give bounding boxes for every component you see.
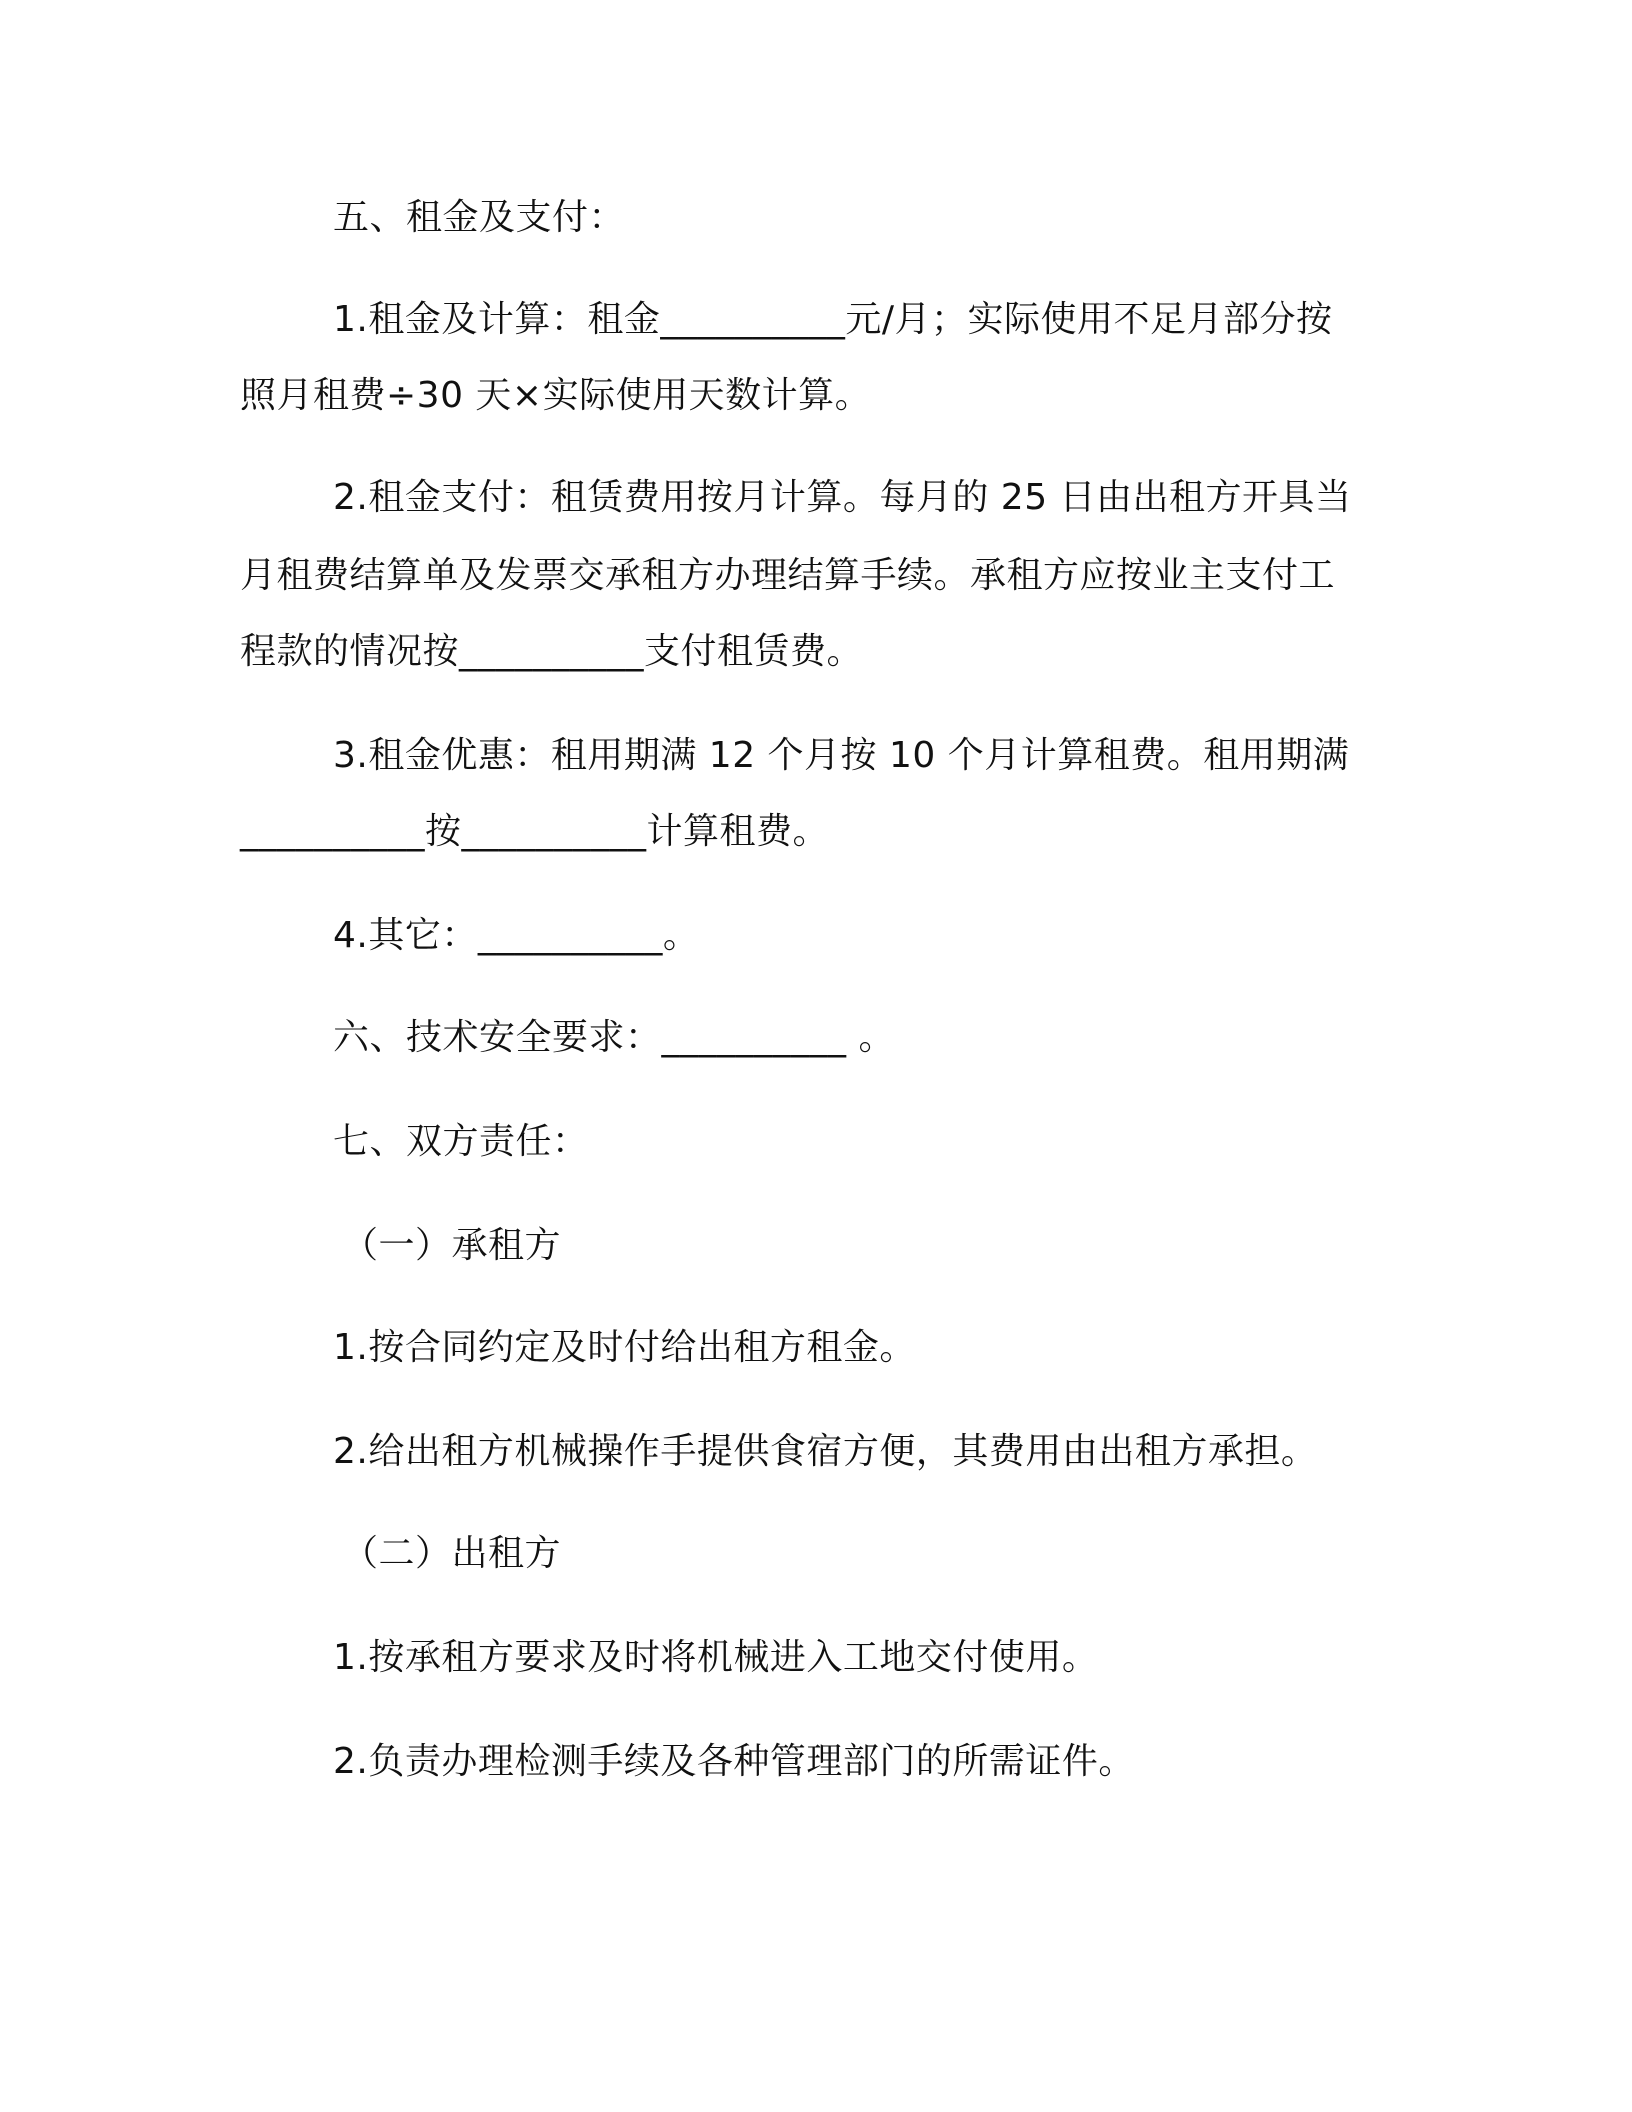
section5-heading: 五、租金及支付：: [333, 197, 626, 238]
lessee-item2: 2.给出租方机械操作手提供食宿方便，其费用由出租方承担。: [333, 1431, 1318, 1472]
lessee-item1: 1.按合同约定及时付给出租方租金。: [333, 1327, 916, 1368]
rent-calc-line2: 照月租费÷30 天×实际使用天数计算。: [240, 375, 872, 416]
rent-calc-line1: 1.租金及计算：租金__________元/月；实际使用不足月部分按: [333, 299, 1333, 340]
lessee-subheading: （一）承租方: [342, 1225, 562, 1266]
section7-heading: 七、双方责任：: [333, 1121, 589, 1162]
rent-discount-line1: 3.租金优惠：租用期满 12 个月按 10 个月计算租费。租用期满: [333, 735, 1350, 776]
lessor-item2: 2.负责办理检测手续及各种管理部门的所需证件。: [333, 1741, 1135, 1782]
rent-payment-line1: 2.租金支付：租赁费用按月计算。每月的 25 日由出租方开具当: [333, 477, 1352, 518]
rent-payment-line2: 月租费结算单及发票交承租方办理结算手续。承租方应按业主支付工: [240, 555, 1336, 596]
rent-discount-line2: __________按__________计算租费。: [240, 811, 830, 852]
rent-payment-line3: 程款的情况按__________支付租赁费。: [240, 631, 864, 672]
section6-heading: 六、技术安全要求：__________ 。: [333, 1017, 895, 1058]
lessor-subheading: （二）出租方: [342, 1533, 562, 1574]
other-terms: 4.其它：__________。: [333, 915, 700, 956]
lessor-item1: 1.按承租方要求及时将机械进入工地交付使用。: [333, 1637, 1099, 1678]
